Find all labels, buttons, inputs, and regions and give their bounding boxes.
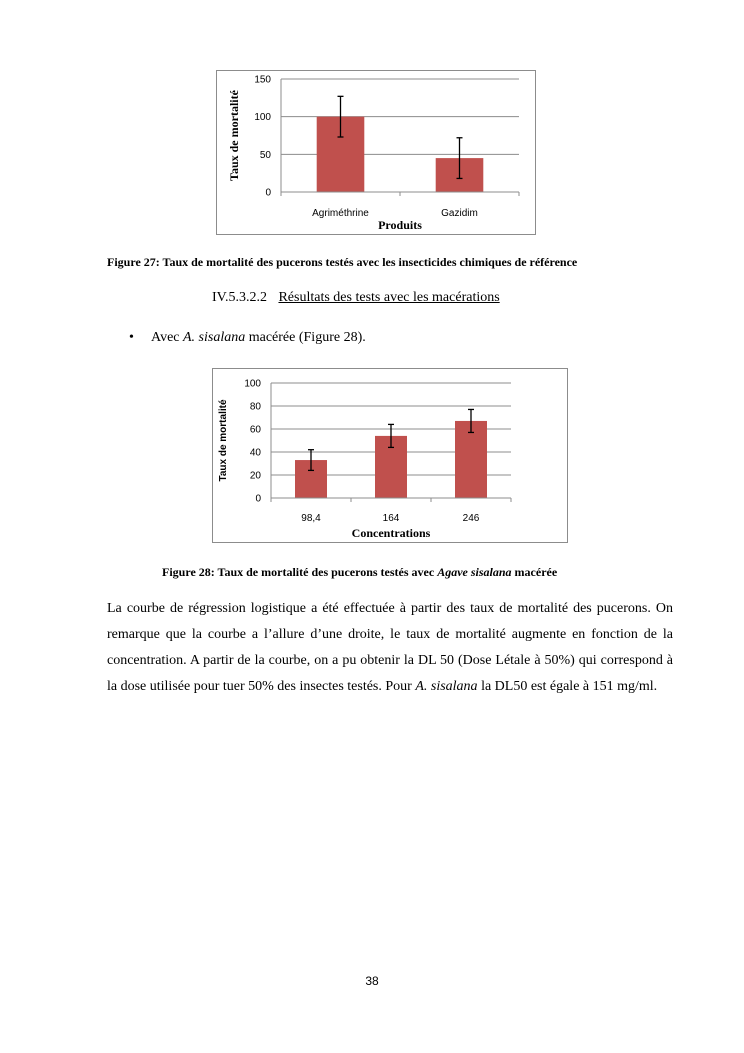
fig28-ytick-100: 100 — [244, 378, 261, 390]
fig28-y-axis-title: Taux de mortalité — [218, 399, 229, 482]
fig28-category-label-1: 164 — [382, 513, 400, 524]
paragraph-part2: la DL50 est égale à 151 mg/ml. — [477, 679, 658, 694]
fig27-category-label-0: Agriméthrine — [312, 208, 369, 219]
fig28-ytick-40: 40 — [249, 447, 261, 459]
fig27-ytick-0: 0 — [265, 187, 271, 199]
figure-28-caption-prefix: Figure 28: Taux de mortalité des pucerons testés avec — [162, 565, 438, 579]
fig28-ytick-80: 80 — [249, 401, 261, 413]
bullet-item — [129, 330, 366, 346]
bullet-prefix: Avec — [151, 330, 183, 345]
figure-28-svg — [213, 369, 567, 542]
section-heading — [212, 290, 500, 306]
bullet-suffix: macérée (Figure 28). — [245, 330, 366, 345]
fig28-x-axis-title: Concentrations — [351, 526, 431, 540]
bullet-dot-icon: • — [129, 330, 134, 345]
fig27-y-axis-title: Taux de mortalité — [227, 90, 241, 181]
fig28-ytick-60: 60 — [249, 424, 261, 436]
bullet-species: A. sisalana — [183, 330, 246, 345]
paragraph-part1: La courbe de régression logistique a été effectuée à partir des taux de mortalité des pucerons. On remarque que la courbe a l’allure d’une droite, le taux de mortalité augmente en fonction de la concentration. A partir de la courbe, on a pu obtenir la DL 50 (Dose Létale à 50%) qui correspond à la dose utilisée pour tuer 50% des insectes testés. Pour — [107, 601, 673, 694]
figure-28-caption — [162, 565, 557, 580]
figure-28-chart — [212, 368, 568, 543]
fig27-ytick-100: 100 — [254, 112, 271, 124]
figure-28-caption-suffix: macérée — [511, 565, 558, 579]
paragraph-species: A. sisalana — [415, 679, 478, 694]
section-number: IV.5.3.2.2 — [212, 290, 267, 305]
figure-27-caption: Figure 27: Taux de mortalité des pucerons testés avec les insecticides chimiques de référence — [107, 255, 578, 269]
fig27-x-axis-title: Produits — [378, 218, 422, 232]
fig28-ytick-20: 20 — [249, 470, 261, 482]
fig27-ytick-50: 50 — [259, 149, 271, 161]
fig28-category-label-0: 98,4 — [301, 513, 321, 524]
section-title: Résultats des tests avec les macérations — [278, 290, 500, 305]
fig28-category-label-2: 246 — [462, 513, 480, 524]
fig27-category-label-1: Gazidim — [441, 208, 478, 219]
figure-28-caption-species: Agave sisalana — [437, 565, 512, 579]
fig28-ytick-0: 0 — [255, 493, 261, 505]
page-number: 38 — [365, 974, 379, 988]
figure-27-svg — [217, 71, 535, 234]
fig27-ytick-150: 150 — [254, 74, 271, 86]
figure-27-chart — [216, 70, 536, 235]
body-paragraph — [107, 596, 673, 700]
